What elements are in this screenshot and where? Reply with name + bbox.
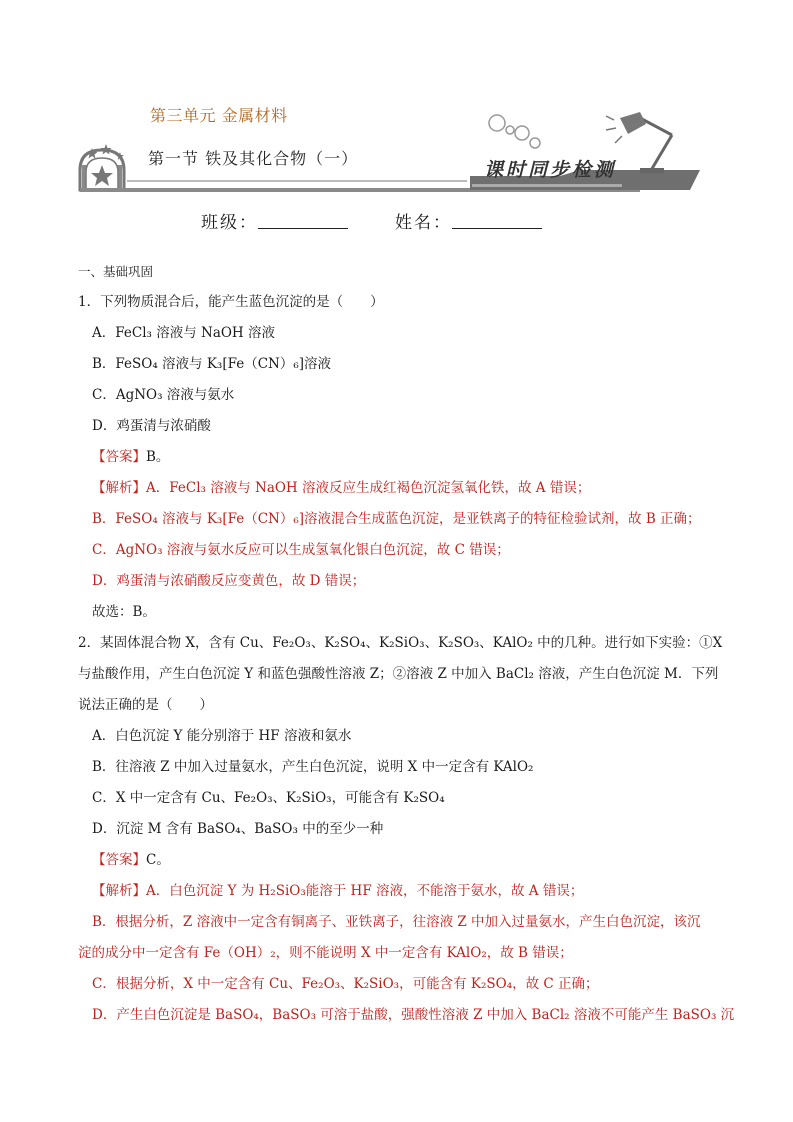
section-heading: 一、基础巩固 <box>78 264 154 279</box>
name-field[interactable] <box>452 228 542 229</box>
analysis-line: C．根据分析，X 中一定含有 Cu、Fe₂O₃、K₂SiO₃，可能含有 K₂SO₄，故 C 正确； <box>92 976 599 992</box>
brand-label: 课时同步检测 <box>484 159 617 181</box>
answer-line <box>78 845 728 876</box>
answer-tag: 【答案】 <box>92 449 146 465</box>
question-2 <box>78 628 735 1031</box>
option-c: C．X 中一定含有 Cu、Fe₂O₃、K₂SiO₃，可能含有 K₂SO₄ <box>92 790 445 806</box>
decorative-bubbles <box>489 115 540 148</box>
question-1 <box>78 287 728 628</box>
question-stem-line: 与盐酸作用，产生白色沉淀 Y 和蓝色强酸性溶液 Z；②溶液 Z 中加入 BaCl₂ 溶液，产生白色沉淀 M．下列 <box>78 666 719 682</box>
answer-value: B。 <box>146 449 170 465</box>
header-banner-graphic <box>0 0 793 200</box>
section-title: 第一节 铁及其化合物（一） <box>148 149 359 168</box>
worksheet-content <box>78 256 735 1031</box>
option-a: A．FeCl₃ 溶液与 NaOH 溶液 <box>92 325 276 341</box>
analysis-line: 淀的成分中一定含有 Fe（OH）₂，则不能说明 X 中一定含有 KAlO₂，故 B 错误； <box>78 945 573 961</box>
analysis-tag: 【解析】 <box>92 883 146 899</box>
option-b: B．往溶液 Z 中加入过量氨水，产生白色沉淀，说明 X 中一定含有 KAlO₂ <box>92 759 534 775</box>
option-d: D．沉淀 M 含有 BaSO₄、BaSO₃ 中的至少一种 <box>92 821 384 837</box>
answer-tag: 【答案】 <box>92 852 146 868</box>
analysis-text: A．FeCl₃ 溶液与 NaOH 溶液反应生成红褐色沉淀氢氧化铁，故 A 错误； <box>146 480 591 496</box>
conclusion-line: 故选：B。 <box>92 604 156 620</box>
analysis-line: B．根据分析，Z 溶液中一定含有铜离子、亚铁离子，往溶液 Z 中加入过量氨水，产生白色沉淀，该沉 <box>92 914 701 930</box>
option-d: D．鸡蛋清与浓硝酸 <box>92 418 211 434</box>
page-header <box>0 0 793 200</box>
analysis-tag: 【解析】 <box>92 480 146 496</box>
analysis-line: D．鸡蛋清与浓硝酸反应变黄色，故 D 错误； <box>92 573 366 589</box>
class-label: 班级： <box>201 213 258 233</box>
analysis-line <box>78 876 728 907</box>
class-field[interactable] <box>258 228 348 229</box>
option-b: B．FeSO₄ 溶液与 K₃[Fe（CN）₆]溶液 <box>92 356 332 372</box>
analysis-line: C．AgNO₃ 溶液与氨水反应可以生成氢氧化银白色沉淀，故 C 错误； <box>92 542 510 558</box>
name-label: 姓名： <box>395 213 452 233</box>
answer-line <box>78 442 728 473</box>
analysis-line: B．FeSO₄ 溶液与 K₃[Fe（CN）₆]溶液混合生成蓝色沉淀，是亚铁离子的特征检验试剂，故 B 正确； <box>92 511 701 527</box>
analysis-line: D．产生白色沉淀是 BaSO₄，BaSO₃ 可溶于盐酸，强酸性溶液 Z 中加入 BaCl₂ 溶液不可能产生 BaSO₃ 沉 <box>92 1007 735 1023</box>
question-stem-line: 说法正确的是（ ） <box>78 697 213 713</box>
analysis-text: A．白色沉淀 Y 为 H₂SiO₃能溶于 HF 溶液，不能溶于氨水，故 A 错误； <box>146 883 584 899</box>
option-c: C．AgNO₃ 溶液与氨水 <box>92 387 235 403</box>
unit-title: 第三单元 金属材料 <box>150 106 288 125</box>
question-stem: 1．下列物质混合后，能产生蓝色沉淀的是（ ） <box>78 294 384 310</box>
star-badge-icon <box>80 144 124 190</box>
analysis-line <box>78 473 728 504</box>
answer-value: C。 <box>146 852 170 868</box>
option-a: A．白色沉淀 Y 能分别溶于 HF 溶液和氨水 <box>92 728 352 744</box>
question-stem-line: 2．某固体混合物 X，含有 Cu、Fe₂O₃、K₂SO₄、K₂SiO₃、K₂SO₃、KAlO₂ 中的几种。进行如下实验：①X <box>78 635 723 651</box>
